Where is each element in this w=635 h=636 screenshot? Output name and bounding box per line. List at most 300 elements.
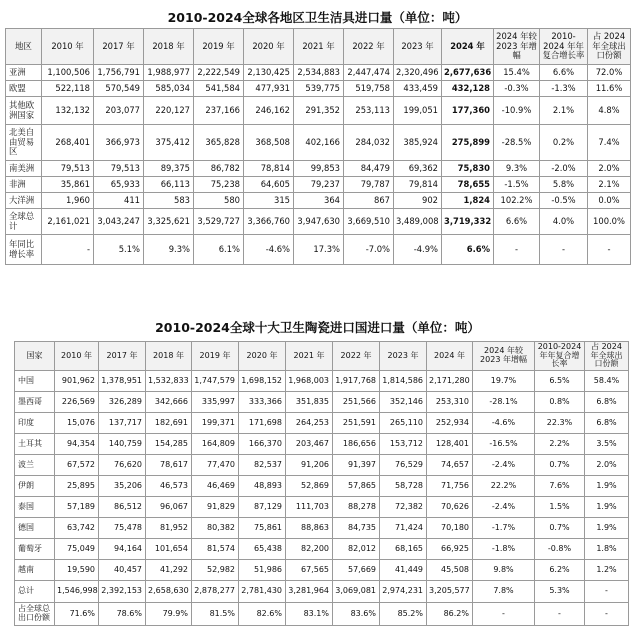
table1-header-row [6,29,631,65]
table2-row [15,434,629,455]
table2-cell: 1.9% [585,518,629,539]
table1-cell: - [42,235,94,265]
table1-cell: 220,127 [144,97,194,125]
table2-cell: 58,728 [380,476,427,497]
table1-row [6,161,631,177]
table1-cell: 3,325,621 [144,209,194,235]
table1-cell: -10.9% [494,97,540,125]
table2-header-cell: 2010 年 [55,342,99,371]
table1-cell: -0.3% [494,81,540,97]
table1-cell: 177,360 [442,97,494,125]
table2-cell: 75,478 [99,518,146,539]
table2-cell: 81,574 [192,539,239,560]
table2-cell: 7.6% [535,476,585,497]
table1-cell: 2,320,496 [394,65,442,81]
table2-cell: 68,165 [380,539,427,560]
table1-cell: 1,988,977 [144,65,194,81]
table2-cell: 326,289 [99,392,146,413]
table1-cell: 65,933 [94,177,144,193]
table2-cell: 6.8% [585,392,629,413]
table1-cell: -1.3% [540,81,588,97]
table2-cell: 1,917,768 [333,371,380,392]
table1-cell: 75,830 [442,161,494,177]
table2-cell: 2,392,153 [99,581,146,603]
table1-cell: 6.6% [540,65,588,81]
table2-cell: 1.9% [585,476,629,497]
table2-header-cell: 2017 年 [99,342,146,371]
table1-row [6,235,631,265]
table2-header-cell: 国家 [15,342,55,371]
table2-cell: 77,470 [192,455,239,476]
table1-cell: 253,113 [344,97,394,125]
table2-cell: 352,146 [380,392,427,413]
table2-cell: 81,952 [146,518,192,539]
table1-cell: -1.5% [494,177,540,193]
table1-cell: 79,513 [94,161,144,177]
table2-cell: 35,206 [99,476,146,497]
table2-cell: 2,974,231 [380,581,427,603]
table2-row-label: 总计 [15,581,55,603]
table2-cell: 67,565 [286,560,333,581]
table2-cell: 1,698,152 [239,371,286,392]
table1-row [6,193,631,209]
table2-row [15,518,629,539]
table1-title: 2010-2024全球各地区卫生洁具进口量（单位：吨） [167,10,468,25]
table2-cell: 6.2% [535,560,585,581]
table1-cell: 2.1% [540,97,588,125]
table2-cell: 2.0% [585,455,629,476]
table2-cell: 58.4% [585,371,629,392]
table2-cell: 81.5% [192,603,239,626]
table2-cell: 82,537 [239,455,286,476]
table1-row [6,177,631,193]
table2-cell: 5.3% [535,581,585,603]
table1-cell: 66,113 [144,177,194,193]
table2-cell: 25,895 [55,476,99,497]
table1-cell: 402,166 [294,125,344,161]
table1-row-label: 其他欧洲国家 [6,97,42,125]
table2-cell: 83.6% [333,603,380,626]
table2-cell: 1,378,951 [99,371,146,392]
table2-row [15,539,629,560]
table1-cell: 15.4% [494,65,540,81]
table1-cell: 0.2% [540,125,588,161]
table2-cell: 87,129 [239,497,286,518]
table2-cell: 94,164 [99,539,146,560]
table2-cell: 67,572 [55,455,99,476]
table2-cell: 1.5% [535,497,585,518]
table2-cell: 2,171,280 [427,371,473,392]
table2-cell: 91,829 [192,497,239,518]
table1-cell: 35,861 [42,177,94,193]
table2-cell: 0.8% [535,392,585,413]
table1-cell: - [540,235,588,265]
table2-cell: 901,962 [55,371,99,392]
country-import-table [14,341,629,626]
table2-cell: 76,529 [380,455,427,476]
table2-row-label: 葡萄牙 [15,539,55,560]
table2-cell: 41,449 [380,560,427,581]
table2-cell: 2,781,430 [239,581,286,603]
table2-cell: - [535,603,585,626]
table1-cell: 11.6% [588,81,631,97]
table2-cell: 264,253 [286,413,333,434]
table1-cell: 132,132 [42,97,94,125]
table2-cell: 57,189 [55,497,99,518]
table2-row [15,560,629,581]
table1-cell: 0.0% [588,193,631,209]
table2-row-label: 越南 [15,560,55,581]
table2-cell: 199,371 [192,413,239,434]
table2-cell: 74,657 [427,455,473,476]
table2-cell: 71,756 [427,476,473,497]
table1-header-cell: 2018 年 [144,29,194,65]
table2-cell: 41,292 [146,560,192,581]
table1-cell: 3,529,727 [194,209,244,235]
table2-cell: 1.2% [585,560,629,581]
table2-cell: 46,573 [146,476,192,497]
table2-cell: 76,620 [99,455,146,476]
table1-row-label: 南美洲 [6,161,42,177]
table1-cell: 291,352 [294,97,344,125]
table1-cell: 203,077 [94,97,144,125]
table1-cell: 237,166 [194,97,244,125]
table1-cell: 4.0% [540,209,588,235]
table1-cell: 522,118 [42,81,94,97]
table1-header-cell: 2021 年 [294,29,344,65]
table1-cell: -7.0% [344,235,394,265]
table1-cell: 64,605 [244,177,294,193]
table1-cell: 385,924 [394,125,442,161]
table2-cell: 70,180 [427,518,473,539]
table1-cell: 4.8% [588,97,631,125]
table1-row [6,209,631,235]
table2-row-label: 伊朗 [15,476,55,497]
table2-row [15,603,629,626]
table2-cell: 80,382 [192,518,239,539]
table1-header-cell: 2017 年 [94,29,144,65]
table2-cell: 3,205,577 [427,581,473,603]
table1-cell: 867 [344,193,394,209]
table2-cell: 203,467 [286,434,333,455]
table1-cell: 1,756,791 [94,65,144,81]
table2-row-label: 墨西哥 [15,392,55,413]
table2-row-label: 土耳其 [15,434,55,455]
table1-cell: 72.0% [588,65,631,81]
table1-cell: 2,447,474 [344,65,394,81]
table2-cell: 88,278 [333,497,380,518]
table2-row-label: 德国 [15,518,55,539]
table1-header-cell: 地区 [6,29,42,65]
table2-cell: 1,532,833 [146,371,192,392]
table1-cell: 6.1% [194,235,244,265]
table1-cell: 368,508 [244,125,294,161]
table1-cell: 2,130,425 [244,65,294,81]
table1-cell: 315 [244,193,294,209]
table1-header-cell: 2024 年较 2023 年增幅 [494,29,540,65]
table1-cell: 284,032 [344,125,394,161]
table2-cell: -1.7% [473,518,535,539]
table2-cell: 63,742 [55,518,99,539]
table2-cell: 3,281,964 [286,581,333,603]
table2-cell: 333,366 [239,392,286,413]
table1-cell: 89,375 [144,161,194,177]
table1-cell: 2,677,636 [442,65,494,81]
table2-cell: 7.8% [473,581,535,603]
table1-cell: 432,128 [442,81,494,97]
table2-cell: 75,861 [239,518,286,539]
table1-cell: 539,775 [294,81,344,97]
table2-header-row [15,342,629,371]
table2-row [15,497,629,518]
table1-cell: 17.3% [294,235,344,265]
table2-cell: - [585,581,629,603]
table1-cell: 3,669,510 [344,209,394,235]
table1-header-cell: 2023 年 [394,29,442,65]
table2-cell: 251,591 [333,413,380,434]
table2-cell: 71,424 [380,518,427,539]
table1-cell: 1,100,506 [42,65,94,81]
table2-cell: 128,401 [427,434,473,455]
table2-cell: 154,285 [146,434,192,455]
table1-cell: 411 [94,193,144,209]
table1-cell: 86,782 [194,161,244,177]
table1-cell: 9.3% [144,235,194,265]
table1-cell: 84,479 [344,161,394,177]
table2-cell: 78,617 [146,455,192,476]
table2-header-cell: 2024 年较 2023 年增幅 [473,342,535,371]
table1-cell: 519,758 [344,81,394,97]
table2-cell: 82,012 [333,539,380,560]
table1-cell: 199,051 [394,97,442,125]
table2-row-label: 中国 [15,371,55,392]
table1-row-label: 亚洲 [6,65,42,81]
table1-cell: 433,459 [394,81,442,97]
table1-cell: 1,824 [442,193,494,209]
table2-cell: 19,590 [55,560,99,581]
table2-cell: 40,457 [99,560,146,581]
table1-header-cell: 2020 年 [244,29,294,65]
table2-cell: -2.4% [473,497,535,518]
table1-cell: 100.0% [588,209,631,235]
table2-cell: 94,354 [55,434,99,455]
table1-header-cell: 2024 年 [442,29,494,65]
table1-header-cell: 2010 年 [42,29,94,65]
table2-header-cell: 2018 年 [146,342,192,371]
table2-cell: 265,110 [380,413,427,434]
table1-cell: 541,584 [194,81,244,97]
table1-cell: - [494,235,540,265]
table2-row [15,581,629,603]
table1-cell: -28.5% [494,125,540,161]
table1-cell: 78,655 [442,177,494,193]
table1-row-label: 非洲 [6,177,42,193]
table1-row-label: 北美自由贸易区 [6,125,42,161]
table1-cell: -4.9% [394,235,442,265]
table2-cell: 171,698 [239,413,286,434]
table2-cell: 86.2% [427,603,473,626]
table1-header-cell: 2022 年 [344,29,394,65]
table1-cell: 78,814 [244,161,294,177]
table1-cell: 3,719,332 [442,209,494,235]
table2-cell: 66,925 [427,539,473,560]
table2-cell: 3,069,081 [333,581,380,603]
table1-cell: 6.6% [442,235,494,265]
table1-row-label: 全球总计 [6,209,42,235]
table1-cell: 477,931 [244,81,294,97]
table2-cell: 45,508 [427,560,473,581]
table2-cell: 1,968,003 [286,371,333,392]
table2-cell: 22.2% [473,476,535,497]
table2-cell: -0.8% [535,539,585,560]
table2-cell: 137,717 [99,413,146,434]
table1-row [6,81,631,97]
table1-cell: 79,237 [294,177,344,193]
table2-cell: 96,067 [146,497,192,518]
table1-cell: 69,362 [394,161,442,177]
table2-row-label: 泰国 [15,497,55,518]
table2-cell: 101,654 [146,539,192,560]
table1-cell: 2,222,549 [194,65,244,81]
table2-cell: 70,626 [427,497,473,518]
table1-cell: 5.1% [94,235,144,265]
table2-cell: 1,747,579 [192,371,239,392]
table2-cell: 251,566 [333,392,380,413]
table2-cell: 52,982 [192,560,239,581]
table1-cell: 102.2% [494,193,540,209]
table2-cell: 153,712 [380,434,427,455]
table2-cell: 182,691 [146,413,192,434]
table2-cell: -4.6% [473,413,535,434]
table2-cell: 111,703 [286,497,333,518]
table2-cell: 57,669 [333,560,380,581]
table1-cell: - [588,235,631,265]
table1-header-cell: 占 2024 年全球出口份额 [588,29,631,65]
table1-cell: 3,947,630 [294,209,344,235]
table1-cell: 2.0% [588,161,631,177]
table1-cell: 365,828 [194,125,244,161]
table2-cell: 9.8% [473,560,535,581]
table2-cell: -2.4% [473,455,535,476]
table1-cell: 79,814 [394,177,442,193]
table2-cell: 91,206 [286,455,333,476]
table2-cell: -28.1% [473,392,535,413]
table1-cell: -4.6% [244,235,294,265]
table1-cell: 2.1% [588,177,631,193]
table1-cell: 275,899 [442,125,494,161]
table2-cell: 48,893 [239,476,286,497]
table2-header-cell: 2023 年 [380,342,427,371]
table1-cell: 585,034 [144,81,194,97]
table1-cell: 375,412 [144,125,194,161]
table1-row-label: 年同比增长率 [6,235,42,265]
table2-cell: 1,814,586 [380,371,427,392]
table2-cell: 79.9% [146,603,192,626]
table2-cell: 83.1% [286,603,333,626]
table1-row [6,65,631,81]
table1-cell: 570,549 [94,81,144,97]
table2-cell: 88,863 [286,518,333,539]
regional-import-table [5,28,631,265]
table1-header-cell: 2019 年 [194,29,244,65]
table2-row [15,476,629,497]
table2-header-cell: 2021 年 [286,342,333,371]
table2-cell: 6.5% [535,371,585,392]
table2-header-cell: 2010-2024 年年复合增长率 [535,342,585,371]
table1-cell: 583 [144,193,194,209]
table2-cell: 82,200 [286,539,333,560]
table2-cell: 82.6% [239,603,286,626]
table1-cell: 3,043,247 [94,209,144,235]
table2-cell: 342,666 [146,392,192,413]
table2-cell: 65,438 [239,539,286,560]
table2-cell: 2.2% [535,434,585,455]
table2-title: 2010-2024全球十大卫生陶瓷进口国进口量（单位：吨） [155,320,480,335]
table1-row [6,97,631,125]
table2-row-label: 占全球总出口份额 [15,603,55,626]
table2-cell: 164,809 [192,434,239,455]
table2-cell: 0.7% [535,518,585,539]
table2-row [15,455,629,476]
table2-cell: 1.9% [585,497,629,518]
table2-cell: - [473,603,535,626]
table2-cell: 52,869 [286,476,333,497]
table2-cell: 19.7% [473,371,535,392]
table1-cell: 75,238 [194,177,244,193]
table1-cell: 1,960 [42,193,94,209]
table1-cell: 3,366,760 [244,209,294,235]
table2-cell: 2,658,630 [146,581,192,603]
table2-cell: 351,835 [286,392,333,413]
table2-cell: 86,512 [99,497,146,518]
table1-cell: 6.6% [494,209,540,235]
table2-row-label: 波兰 [15,455,55,476]
table1-cell: 9.3% [494,161,540,177]
table2-cell: 71.6% [55,603,99,626]
table1-row-label: 欧盟 [6,81,42,97]
table2-cell: 253,310 [427,392,473,413]
table2-header-cell: 2024 年 [427,342,473,371]
table2-cell: 15,076 [55,413,99,434]
table2-row [15,371,629,392]
table2-cell: 1,546,998 [55,581,99,603]
table2-cell: 51,986 [239,560,286,581]
table2-cell: 2,878,277 [192,581,239,603]
table2-cell: 140,759 [99,434,146,455]
table1-header-cell: 2010-2024 年年复合增长率 [540,29,588,65]
table1-cell: 2,161,021 [42,209,94,235]
table2-row [15,392,629,413]
table2-cell: 78.6% [99,603,146,626]
table1-cell: 364 [294,193,344,209]
table2-cell: 6.8% [585,413,629,434]
table2-cell: 72,382 [380,497,427,518]
table1-cell: 580 [194,193,244,209]
table1-cell: 79,787 [344,177,394,193]
table1-cell: 99,853 [294,161,344,177]
table2-header-cell: 2020 年 [239,342,286,371]
table1-cell: 7.4% [588,125,631,161]
table2-cell: 85.2% [380,603,427,626]
table2-cell: 84,735 [333,518,380,539]
table1-cell: 902 [394,193,442,209]
table1-cell: -0.5% [540,193,588,209]
table2-cell: 75,049 [55,539,99,560]
table2-cell: -16.5% [473,434,535,455]
table2-cell: 226,569 [55,392,99,413]
table2-header-cell: 2019 年 [192,342,239,371]
table1-cell: 3,489,008 [394,209,442,235]
